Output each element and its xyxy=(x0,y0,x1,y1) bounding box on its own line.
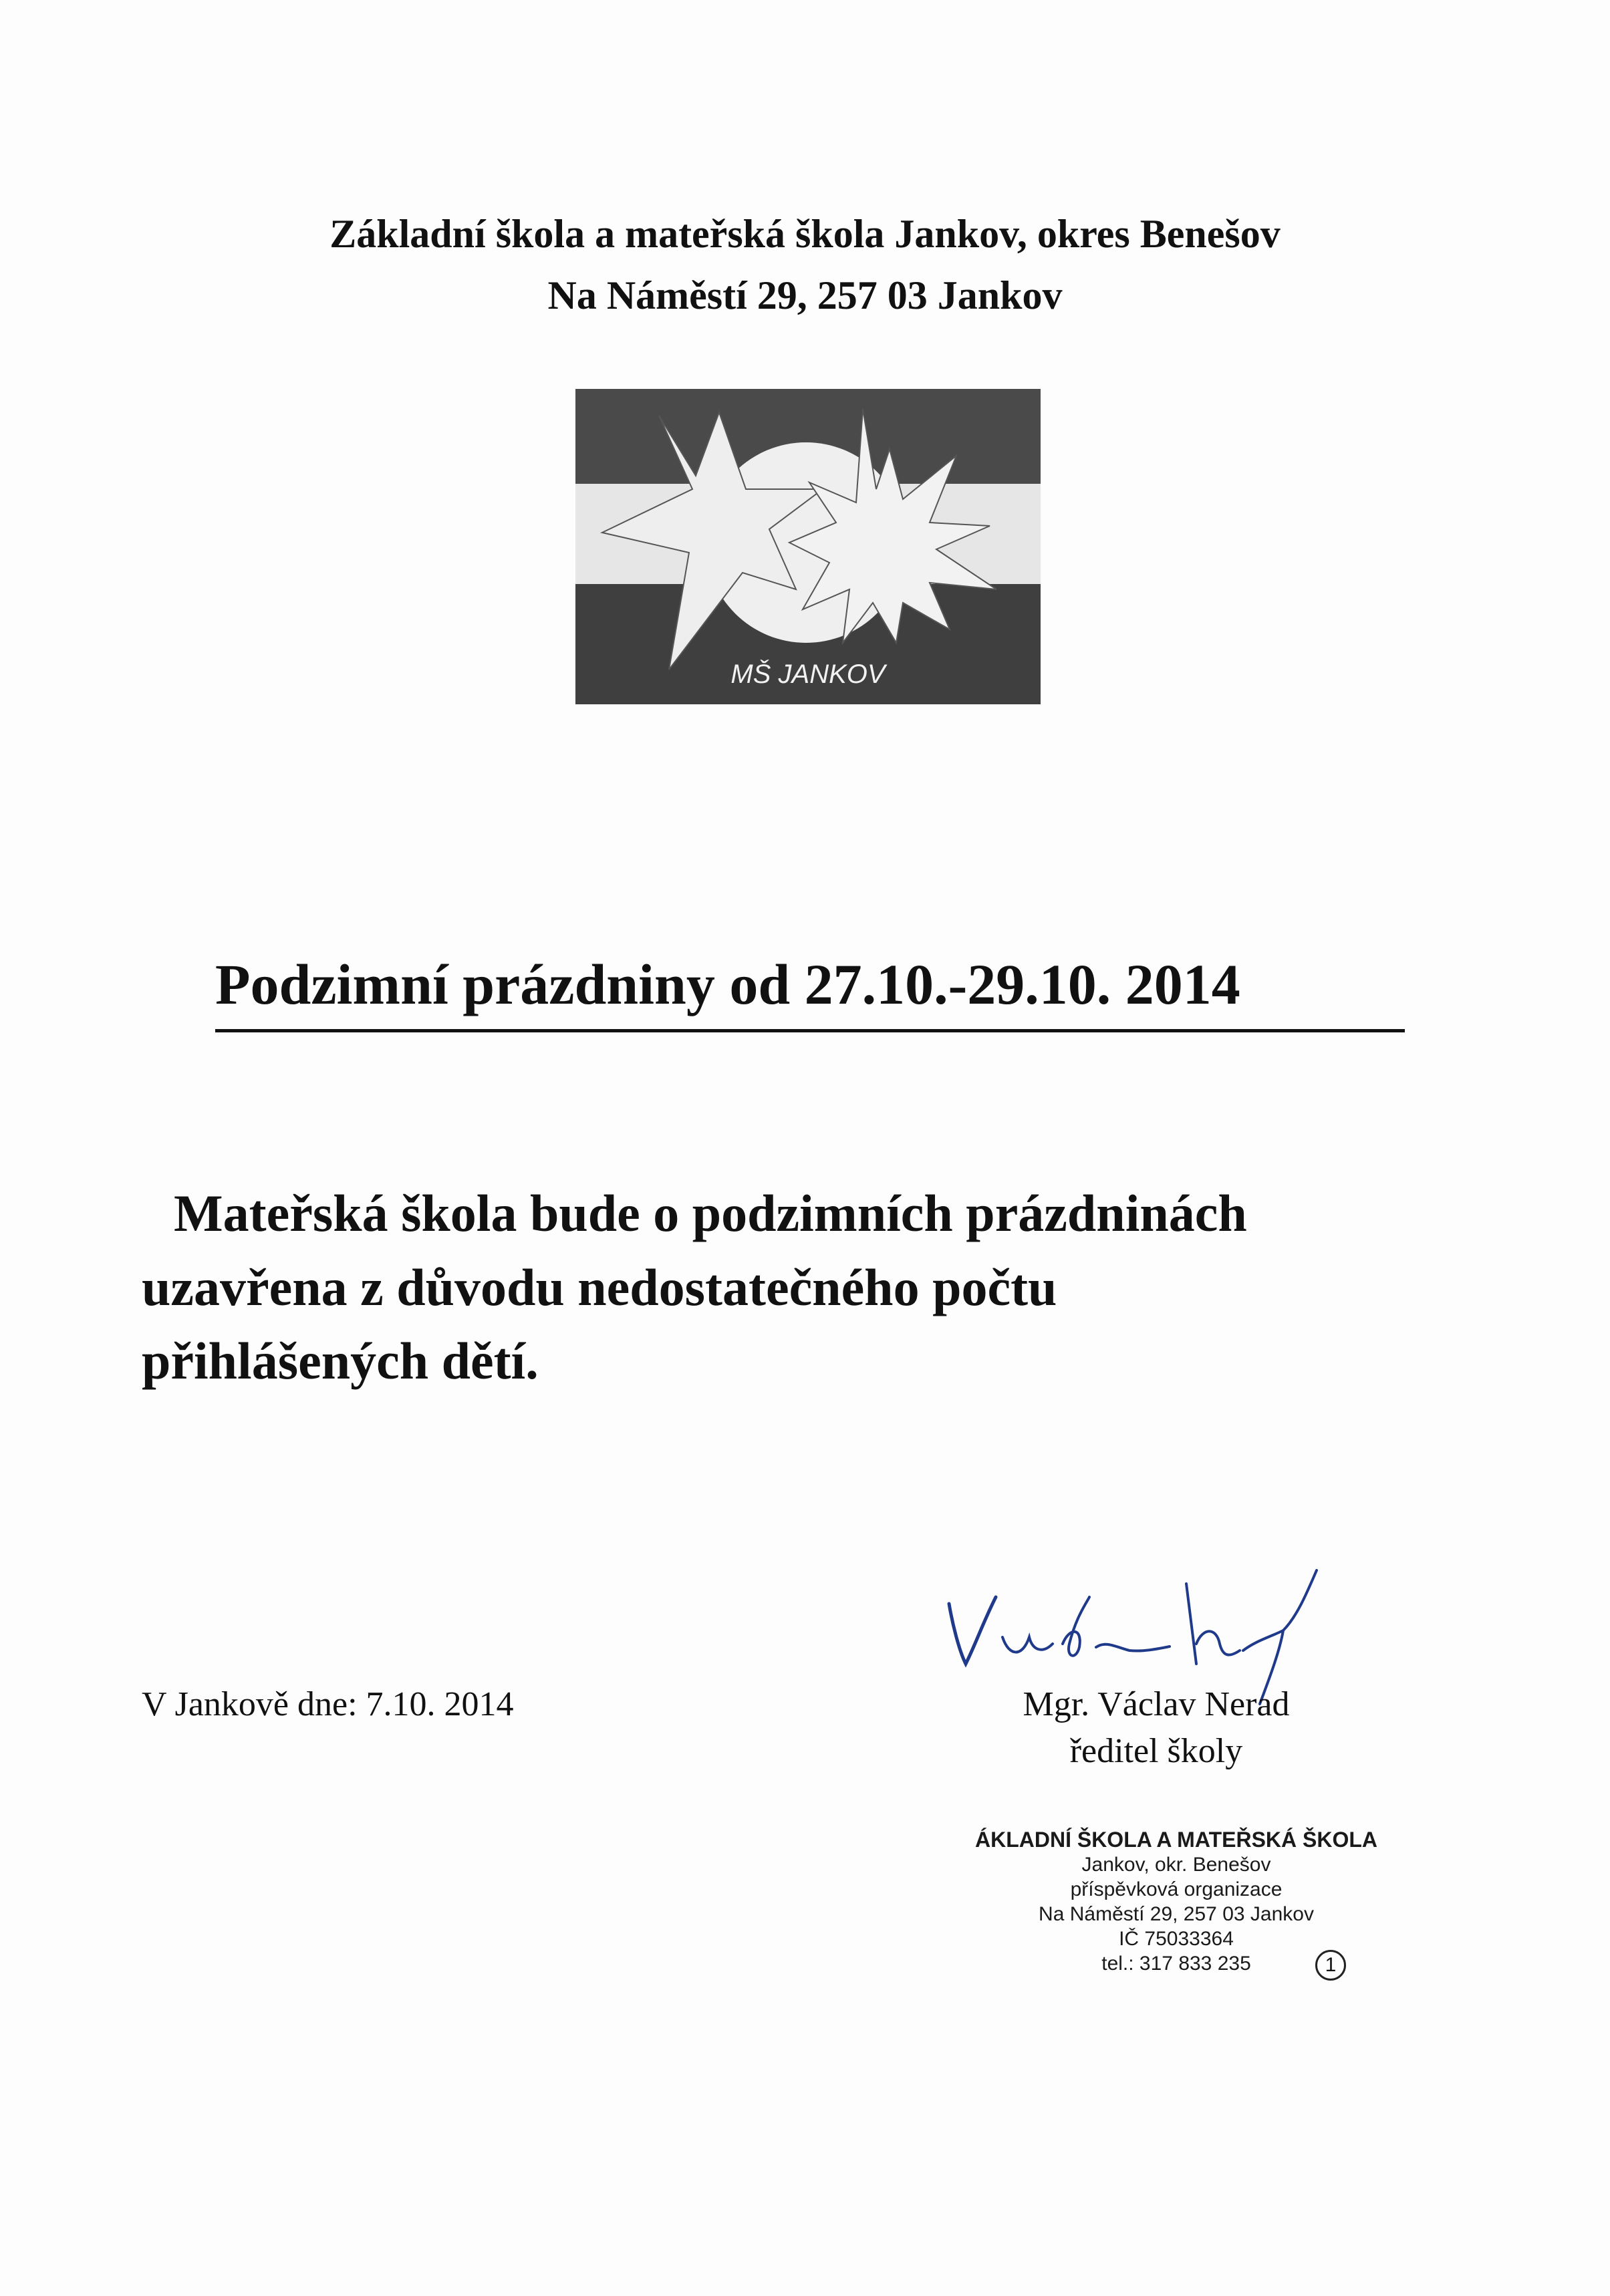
body-line-2: uzavřena z důvodu nedostatečného počtu xyxy=(142,1258,1057,1316)
school-name: Základní škola a mateřská škola Jankov, okres Benešov xyxy=(329,212,1281,256)
stamp-line-5: IČ 75033364 xyxy=(1119,1928,1234,1950)
page-title: Podzimní prázdniny od 27.10.-29.10. 2014 xyxy=(215,952,1240,1016)
school-logo xyxy=(575,389,1041,704)
stamp-line-2: Jankov, okr. Benešov xyxy=(1081,1854,1271,1876)
stamp-line-3: příspěvková organizace xyxy=(1070,1878,1283,1900)
stamp-line-1: ÁKLADNÍ ŠKOLA A MATEŘSKÁ ŠKOLA xyxy=(974,1828,1378,1852)
stamp-line-6: tel.: 317 833 235 xyxy=(1101,1953,1251,1975)
title-underline xyxy=(215,1029,1405,1032)
school-address: Na Náměstí 29, 257 03 Jankov xyxy=(547,273,1063,317)
signer-name: Mgr. Václav Nerad xyxy=(1023,1685,1290,1723)
body-line-3: přihlášených dětí. xyxy=(142,1332,539,1390)
logo-text: MŠ JANKOV xyxy=(730,660,886,689)
place-date: V Jankově dne: 7.10. 2014 xyxy=(142,1685,514,1723)
stamp-number: 1 xyxy=(1315,1950,1346,1981)
stamp-line-4: Na Náměstí 29, 257 03 Jankov xyxy=(1039,1903,1314,1925)
body-line-1: Mateřská škola bude o podzimních prázdninách xyxy=(174,1184,1247,1242)
signer-role: ředitel školy xyxy=(1069,1732,1243,1770)
